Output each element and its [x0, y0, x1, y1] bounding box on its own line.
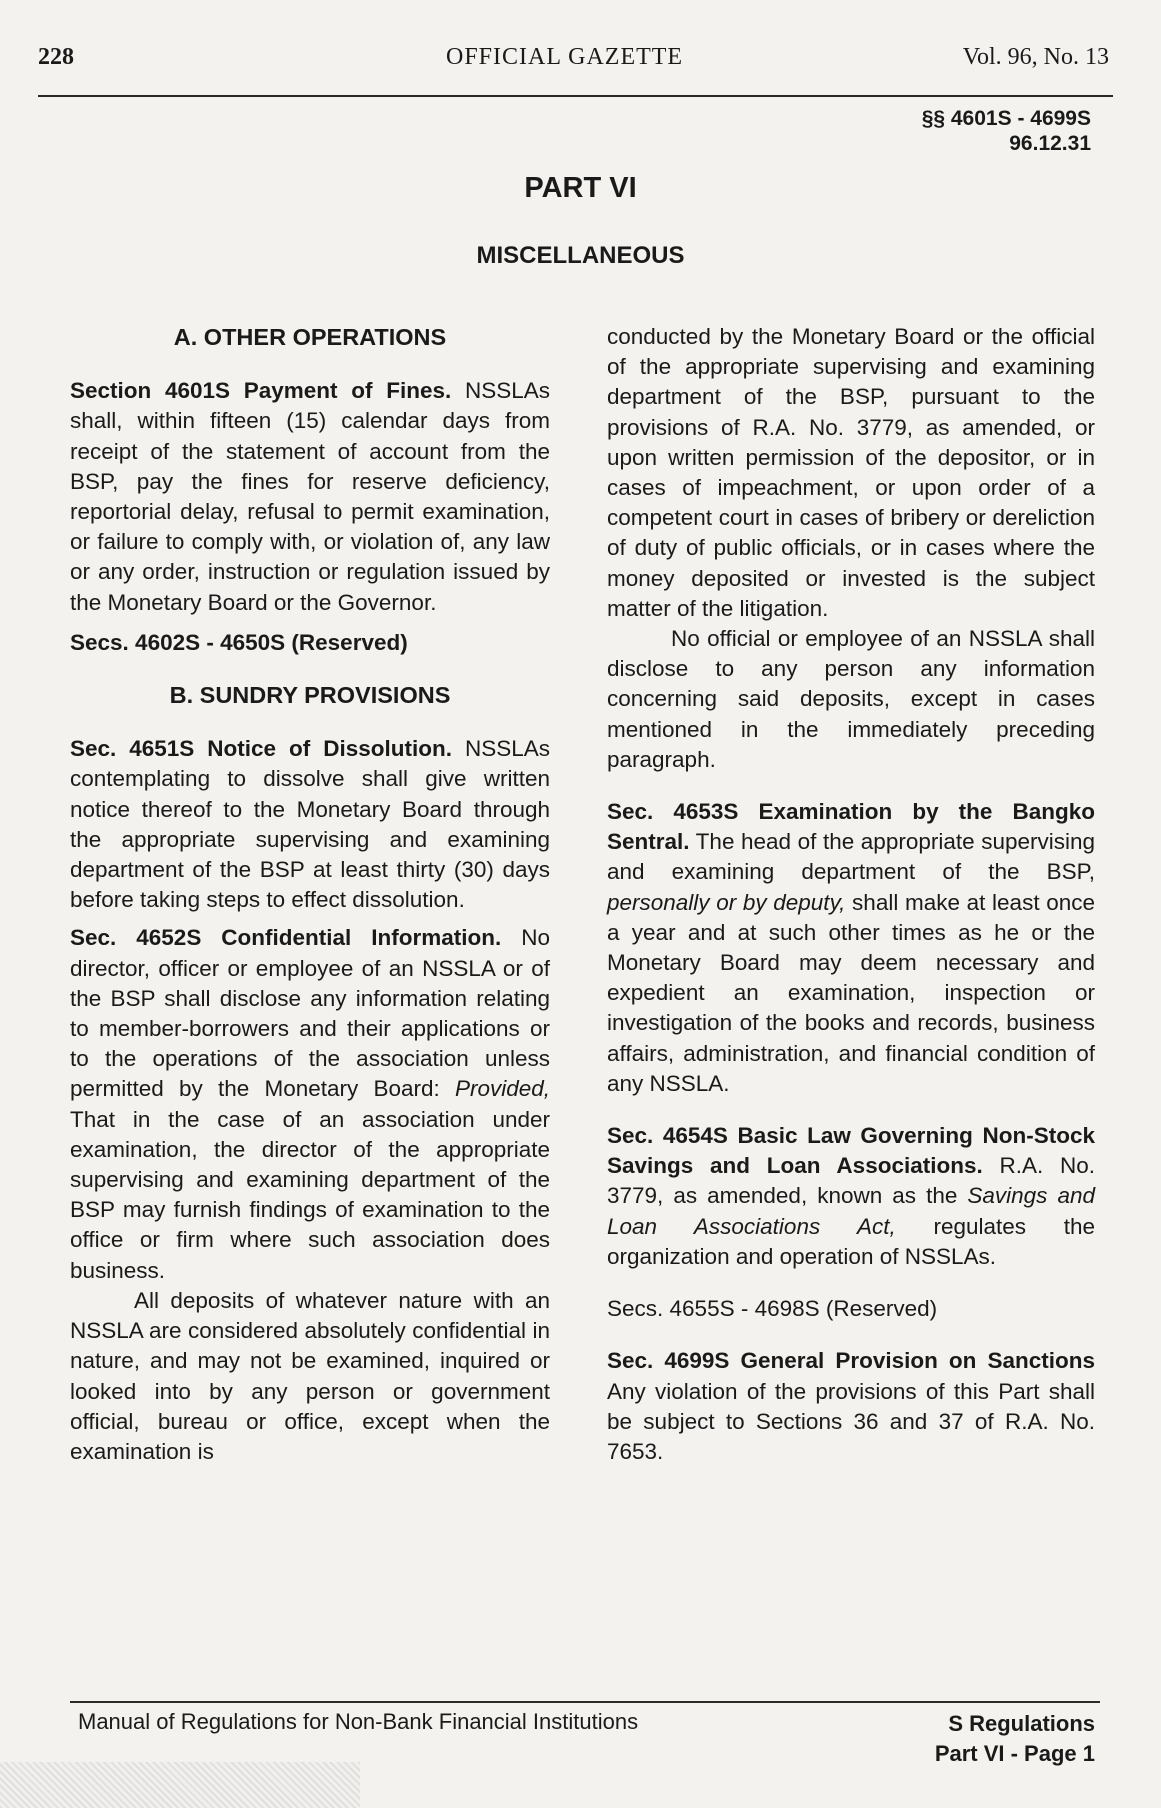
- section-4699s: [607, 1346, 1095, 1467]
- footer-regulations: S Regulations: [948, 1711, 1095, 1736]
- section-reference: [922, 106, 1091, 156]
- heading-sundry-provisions: B. SUNDRY PROVISIONS: [169, 682, 451, 709]
- section-italic: Savings and Loan Associations Act,: [607, 1183, 1096, 1239]
- footer-page-number: Part VI - Page 1: [934, 1741, 1095, 1766]
- footer-rule: [70, 1701, 1100, 1703]
- section-range: §§ 4601S - 4699S: [921, 107, 1091, 130]
- section-body: Any violation of the provisions of this Part shall be subject to Sections 36 and 37 of R.A. No. 7653.: [607, 1378, 1095, 1464]
- part-title: PART VI: [524, 172, 637, 204]
- header-rule: [38, 95, 1113, 97]
- section-body: NSSLAs contemplating to dissolve shall give written notice thereof to the Monetary Board through the appropriate supervising and examining department of the BSP at least thirty (30) days before taking steps to effect dissolution.: [70, 736, 550, 913]
- page-header: [36, 44, 1109, 78]
- section-date: 96.12.31: [1009, 132, 1091, 155]
- section-body-cont: regulates the organization and operation of NSSLAs.: [607, 1213, 1095, 1269]
- section-body: NSSLAs shall, within fifteen (15) calendar days from receipt of the statement of account from the BSP, pay the fines for reserve deficiency, reportorial delay, refusal to permit examination, or failure to comply with, or violation of, any law or any order, instruction or regulation issued by the Monetary Board or the Governor.: [70, 378, 550, 615]
- section-title: Sec. 4654S Basic Law Governing Non-Stock Savings and Loan Associations.: [607, 1123, 1095, 1179]
- left-column: [70, 322, 550, 1467]
- right-column: [607, 322, 1095, 1467]
- section-title: Section 4601S Payment of Fines.: [70, 378, 452, 404]
- scan-artifact: [0, 1762, 360, 1808]
- footer-manual-title: Manual of Regulations for Non-Bank Financial Institutions: [78, 1709, 639, 1734]
- heading-other-operations: A. OTHER OPERATIONS: [173, 324, 447, 350]
- section-title: Sec. 4651S Notice of Dissolution.: [70, 736, 452, 762]
- part-subtitle: MISCELLANEOUS: [476, 242, 685, 269]
- section-4654s: [607, 1121, 1095, 1272]
- gazette-title: OFFICIAL GAZETTE: [446, 44, 684, 70]
- section-body: No director, officer or employee of an NSSLA or of the BSP shall disclose any information relating to member-borrowers and their applications or to the operations of the association unless permitted by the Monetary Board:: [70, 925, 550, 1102]
- section-title: Sec. 4653S Examination by the Bangko Sentral.: [607, 799, 1095, 855]
- continued-paragraph: conducted by the Monetary Board or the official of the appropriate supervising and examining department of the BSP, pursuant to the provisions of R.A. No. 3779, as amended, or upon written permission of the depositor, or in cases of impeachment, or upon order of a competent court in cases of bribery or dereliction of duty of public officials, or in cases where the money deposited or invested is the subject matter of the litigation.: [607, 324, 1095, 621]
- section-4601s: [70, 376, 550, 618]
- volume-number: Vol. 96, No. 13: [962, 44, 1109, 70]
- no-official-paragraph: No official or employee of an NSSLA shall disclose to any person any information concerning said deposits, except in cases mentioned in the immediately preceding paragraph.: [607, 626, 1095, 772]
- section-body: The head of the appropriate supervising and examining department of the BSP,: [607, 829, 1095, 885]
- reserved-sections-4655-4698: Secs. 4655S - 4698S (Reserved): [607, 1296, 938, 1322]
- section-4652s: [70, 923, 550, 1285]
- section-title: Sec. 4699S General Provision on Sanctions: [607, 1348, 1095, 1374]
- section-4653s: [607, 797, 1095, 1099]
- page-number: 228: [38, 44, 74, 70]
- footer-page-info: [935, 1709, 1095, 1769]
- section-body-cont: That in the case of an association under examination, the director of the appropriate supervising and examining department of the BSP may furnish findings of examination to the office or firm where such association does business.: [70, 1106, 550, 1283]
- section-body-cont: shall make at least once a year and at such other times as he or the Monetary Board may deem necessary and expedient an examination, inspection or investigation of the books and records, business affairs, administration, and financial condition of any NSSLA.: [607, 889, 1096, 1096]
- section-body: R.A. No. 3779, as amended, known as the: [607, 1153, 1095, 1209]
- reserved-sections-4602-4650: Secs. 4602S - 4650S (Reserved): [70, 629, 408, 655]
- provided-italic: Provided,: [454, 1076, 550, 1102]
- section-title: Sec. 4652S Confidential Information.: [70, 925, 502, 951]
- deposits-confidential-paragraph: All deposits of whatever nature with an NSSLA are considered absolutely confidential in nature, and may not be examined, inquired or looked into by any person or government official, bureau or office, except when the examination is: [70, 1287, 550, 1464]
- section-4651s: [70, 734, 550, 915]
- section-italic: personally or by deputy,: [607, 889, 846, 915]
